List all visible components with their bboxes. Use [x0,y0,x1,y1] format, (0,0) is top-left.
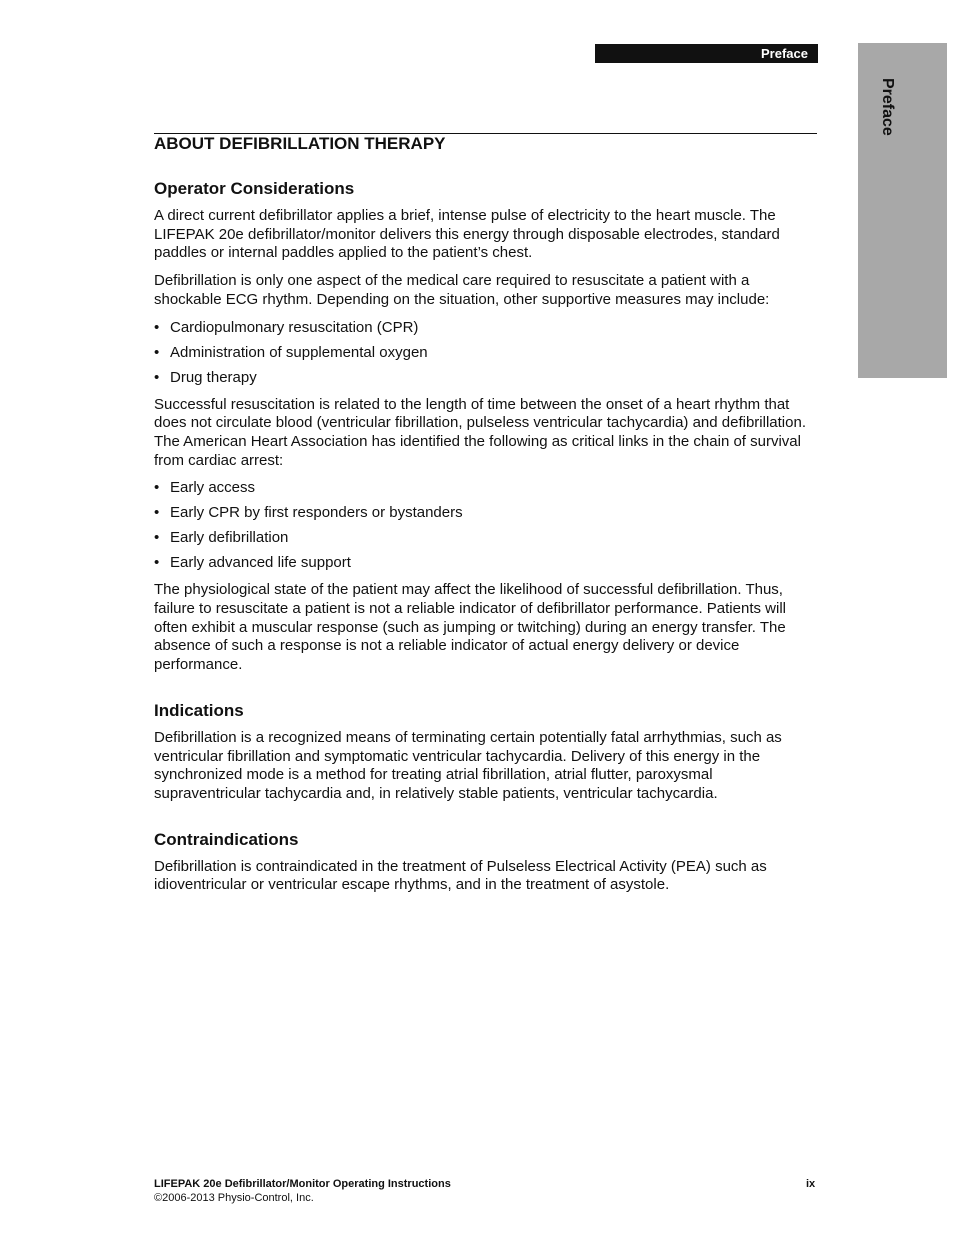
content-flow [154,178,818,904]
indications-paragraph: Defibrillation is a recognized means of terminating certain potentially fatal arrhythmias, such as ventricular fibrillation and symptomatic ventricular tachycardia. Delivery of this energy in the synchronized mode is a method for treating atrial fibrillation, atrial flutter, paroxysmal supraventricular tachycardia and, in relatively stable patients, ventricular tachycardia. [154,728,782,802]
list-item: • Early advanced life support [154,554,818,572]
operator-paragraph-4: The physiological state of the patient may affect the likelihood of successful defibrillation. Thus, failure to resuscitate a patient is not a reliable indicator of defibrillator performance. Patients will often exhibit a muscular response (such as jumping or twitching) during an energy transfer. The absence of such a response is not a reliable indicator of actual energy delivery or device performance. [154,581,786,674]
operator-paragraph-1: A direct current defibrillator applies a brief, intense pulse of electricity to the heart muscle. The LIFEPAK 20e defibrillator/monitor delivers this energy through disposable electrodes, standard paddles or internal paddles applied to the patient’s chest. [154,207,780,262]
list-item: • Administration of supplemental oxygen [154,344,818,362]
chain-of-survival-list [154,479,818,572]
list-item: • Early CPR by first responders or bystanders [154,504,818,522]
indications-heading: Indications [154,700,244,720]
operator-considerations-heading: Operator Considerations [154,179,355,198]
page-title: ABOUT DEFIBRILLATION THERAPY [154,134,446,153]
side-chapter-tab [858,43,947,378]
list-item: • Cardiopulmonary resuscitation (CPR) [154,319,818,337]
supportive-measures-list [154,319,818,387]
header-section-tab: Preface [595,44,818,63]
list-item: • Early access [154,479,818,497]
operator-paragraph-2: Defibrillation is only one aspect of the medical care required to resuscitate a patient with a shockable ECG rhythm. Depending on the situation, other supportive measures may include: [154,272,770,308]
operator-paragraph-3: Successful resuscitation is related to the length of time between the onset of a heart rhythm that does not circulate blood (ventricular fibrillation, pulseless ventricular tachycardia) and defibrillation. The American Heart Association has identified the following as critical links in the chain of survival from cardiac arrest: [154,395,806,469]
footer-document-title: LIFEPAK 20e Defibrillator/Monitor Operating Instructions [154,1178,451,1190]
contraindications-heading: Contraindications [154,829,299,849]
side-chapter-tab-label: Preface [879,78,896,136]
list-item: • Early defibrillation [154,529,818,547]
contraindications-paragraph: Defibrillation is contraindicated in the treatment of Pulseless Electrical Activity (PEA) such as idioventricular or ventricular escape rhythms, and in the treatment of asystole. [154,857,767,894]
list-item: • Drug therapy [154,369,818,387]
footer-page-number: ix [806,1178,816,1190]
footer-copyright: ©2006-2013 Physio-Control, Inc. [154,1192,314,1204]
